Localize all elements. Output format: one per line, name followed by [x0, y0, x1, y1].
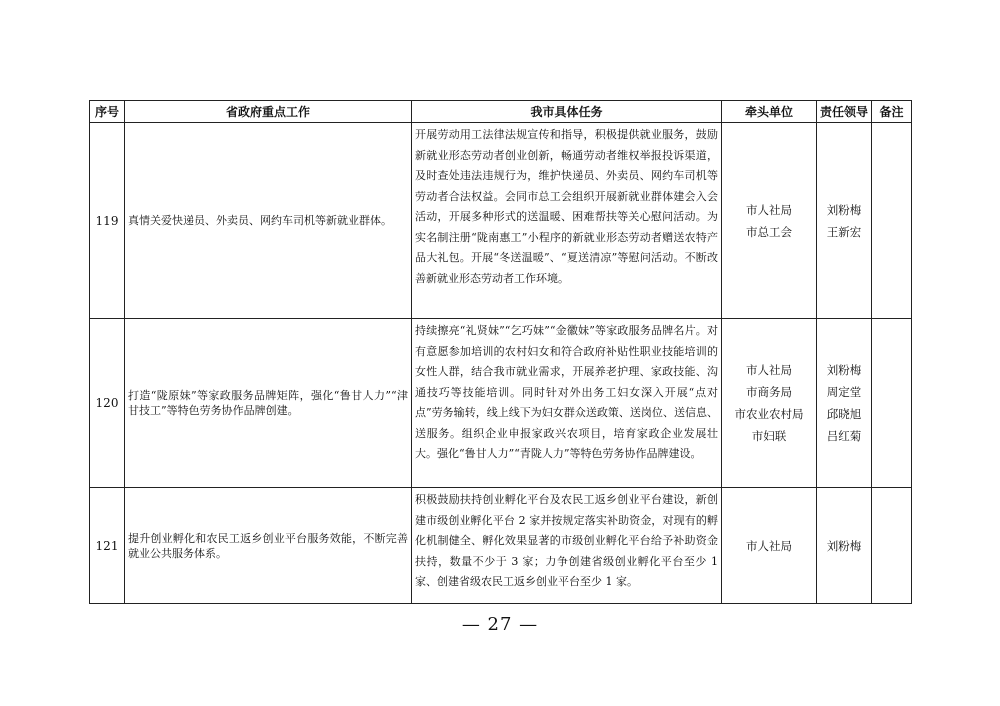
leader: 邱晓旭	[826, 407, 862, 421]
table-row	[90, 488, 912, 604]
lead-unit: 市人社局	[746, 202, 792, 217]
table-row	[90, 123, 912, 319]
row-serial: 119	[90, 123, 125, 319]
leader: 刘粉梅	[826, 202, 862, 217]
table-header-row	[90, 101, 912, 123]
row-city-task	[412, 488, 722, 604]
leader: 周定堂	[826, 385, 862, 399]
header-serial: 序号	[90, 101, 125, 123]
row-lead-units	[722, 123, 817, 319]
row-city-task-text: 持续擦亮“礼贤妹”“乞巧妹”“金徽妹”等家政服务品牌名片。对有意愿参加培训的农村妇女和符合政府补贴性职业技能培训的女性人群，结合我市就业需求，开展养老护理、家政技能、沟通技巧等技能培训。同时针对外出务工妇女深入开展“点对点”劳务输转，线上线下为妇女群众送政策、送岗位、送信息、送服务。组织企业申报家政兴农项目，培育家政企业发展壮大。强化“鲁甘人力”“青陇人力”等特色劳务协作品牌建设。	[415, 324, 718, 460]
header-provincial-work: 省政府重点工作	[125, 101, 412, 123]
leader: 王新宏	[826, 224, 862, 239]
task-table-container	[89, 100, 911, 604]
leader: 刘粉梅	[826, 538, 862, 553]
task-table	[89, 100, 912, 604]
lead-unit: 市农业农村局	[734, 407, 804, 421]
row-serial: 121	[90, 488, 125, 604]
row-note	[872, 123, 912, 319]
row-city-task	[412, 319, 722, 488]
header-note: 备注	[872, 101, 912, 123]
row-leaders	[817, 319, 872, 488]
row-note	[872, 488, 912, 604]
row-lead-units	[722, 319, 817, 488]
row-city-task-text: 开展劳动用工法律法规宣传和指导，积极提供就业服务，鼓励新就业形态劳动者创业创新，畅通劳动者维权举报投诉渠道，及时查处违法违规行为，维护快递员、外卖员、网约车司机等劳动者合法权益。会同市总工会组织开展新就业群体建会入会活动，开展多种形式的送温暖、困难帮扶等关心慰问活动。为实名制注册“陇南惠工”小程序的新就业形态劳动者赠送农特产品大礼包。开展“冬送温暖”、“夏送清凉”等慰问活动。不断改善新就业形态劳动者工作环境。	[415, 128, 718, 285]
leader: 刘粉梅	[826, 363, 862, 377]
leader: 吕红菊	[826, 429, 862, 443]
header-city-task: 我市具体任务	[412, 101, 722, 123]
lead-unit: 市妇联	[751, 429, 787, 443]
row-lead-units	[722, 488, 817, 604]
row-serial: 120	[90, 319, 125, 488]
table-row	[90, 319, 912, 488]
row-provincial-work: 提升创业孵化和农民工返乡创业平台服务效能，不断完善就业公共服务体系。	[125, 488, 412, 604]
row-provincial-work: 打造“陇原妹”等家政服务品牌矩阵，强化“鲁甘人力”“津甘技工”等特色劳务协作品牌创建。	[125, 319, 412, 488]
row-city-task	[412, 123, 722, 319]
lead-unit: 市总工会	[746, 224, 792, 239]
row-leaders	[817, 123, 872, 319]
page-number: — 27 —	[461, 614, 539, 635]
row-provincial-work: 真情关爱快递员、外卖员、网约车司机等新就业群体。	[125, 123, 412, 319]
header-leader: 责任领导	[817, 101, 872, 123]
lead-unit: 市人社局	[746, 538, 792, 553]
row-leaders	[817, 488, 872, 604]
row-city-task-text: 积极鼓励扶持创业孵化平台及农民工返乡创业平台建设，新创建市级创业孵化平台 2 家并按规定落实补助资金，对现有的孵化机制健全、孵化效果显著的市级创业孵化平台给予补助资金扶持，数量不少于 3 家；力争创建省级创业孵化平台至少 1 家、创建省级农民工返乡创业平台至少 1 家。	[415, 493, 718, 588]
lead-unit: 市商务局	[746, 385, 792, 399]
row-note	[872, 319, 912, 488]
lead-unit: 市人社局	[746, 363, 792, 377]
header-lead-unit: 牵头单位	[722, 101, 817, 123]
